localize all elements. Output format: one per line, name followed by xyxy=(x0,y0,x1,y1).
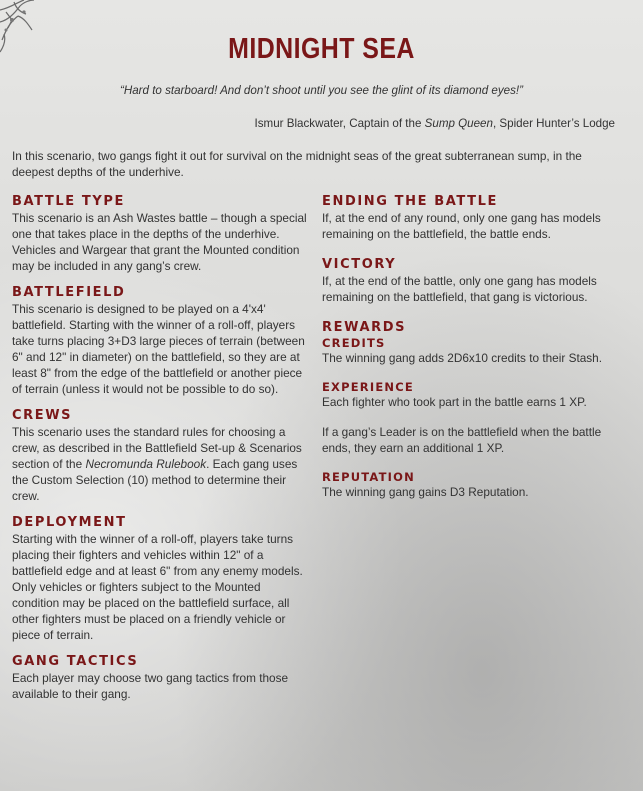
crews-body xyxy=(12,424,307,504)
credits-body: The winning gang adds 2D6x10 credits to their Stash. xyxy=(322,351,603,365)
reputation-heading: REPUTATION xyxy=(322,470,415,484)
deployment-section xyxy=(12,514,307,643)
left-column xyxy=(12,193,307,702)
experience-body: Each fighter who took part in the battle earns 1 XP. xyxy=(322,395,587,409)
victory-heading: VICTORY xyxy=(322,257,397,272)
gang-tactics-heading: GANG TACTICS xyxy=(12,654,139,669)
rewards-heading: REWARDS xyxy=(322,320,407,335)
battle-type-heading: BATTLE TYPE xyxy=(12,194,125,209)
battlefield-heading: BATTLEFIELD xyxy=(12,285,126,300)
deployment-body: Starting with the winner of a roll-off, players take turns placing their fighters and vehicles within 12" of a battlefield edge and at least 6" from any enemy models. Only vehicles or fighters subject to the Mounted condition may be placed on the battlefield surface, all other fighters must be placed on a friendly vehicle or piece of terrain. xyxy=(12,532,303,642)
reputation-body: The winning gang gains D3 Reputation. xyxy=(322,485,529,499)
deployment-heading: DEPLOYMENT xyxy=(12,515,127,530)
intro-paragraph: In this scenario, two gangs fight it out for survival on the midnight seas of the great subterranean sump, in the deepest depths of the underhive. xyxy=(12,149,582,179)
rewards-section xyxy=(322,319,622,500)
attribution-suffix: , Spider Hunter’s Lodge xyxy=(492,117,615,130)
attribution-prefix: Ismur Blackwater, Captain of the xyxy=(254,117,425,130)
quote-attribution xyxy=(255,117,615,130)
right-column xyxy=(322,193,622,500)
crews-body-before: This scenario uses the standard rules for choosing a crew, as described in the Battlefield Set-up & Scenarios section of the xyxy=(12,425,302,471)
battlefield-section xyxy=(12,284,307,397)
crews-body-after: . Each gang uses the Custom Selection (10) method to determine their crew. xyxy=(12,457,298,503)
victory-body: If, at the end of the battle, only one gang has models remaining on the battlefield, that gang is victorious. xyxy=(322,274,597,304)
battle-type-section xyxy=(12,193,307,274)
attribution-ship: Sump Queen xyxy=(424,117,493,130)
crews-heading: CREWS xyxy=(12,408,73,423)
experience-heading: EXPERIENCE xyxy=(322,380,414,394)
battle-type-body: This scenario is an Ash Wastes battle – though a special one that takes place in the depths of the underhive. Vehicles and Wargear that grant the Mounted condition may be included in any gang’s crew. xyxy=(12,211,307,273)
gang-tactics-body: Each player may choose two gang tactics from those available to their gang. xyxy=(12,671,289,701)
ending-body: If, at the end of any round, only one gang has models remaining on the battlefield, the battle ends. xyxy=(322,211,601,241)
crews-section xyxy=(12,407,307,504)
gang-tactics-section xyxy=(12,653,307,702)
credits-heading: CREDITS xyxy=(322,336,386,350)
page-title: MIDNIGHT SEA xyxy=(228,33,415,65)
battlefield-body: This scenario is designed to be played on a 4'x4' battlefield. Starting with the winner of a roll-off, players take turns placing 3+D3 large pieces of terrain (between 6" and 12" in diameter) on the battlefield, so they are at least 8" from the edge of the battlefield or another piece of terrain (unless it would not be possible to do so). xyxy=(12,302,305,396)
ending-heading: ENDING THE BATTLE xyxy=(322,194,498,209)
crews-book-title: Necromunda Rulebook xyxy=(85,457,207,471)
experience-body-leader: If a gang’s Leader is on the battlefield when the battle ends, they earn an additional 1 XP. xyxy=(322,425,602,455)
flavor-quote: “Hard to starboard! And don’t shoot until you see the glint of its diamond eyes!” xyxy=(119,84,523,97)
ending-section xyxy=(322,193,622,242)
victory-section xyxy=(322,256,622,305)
